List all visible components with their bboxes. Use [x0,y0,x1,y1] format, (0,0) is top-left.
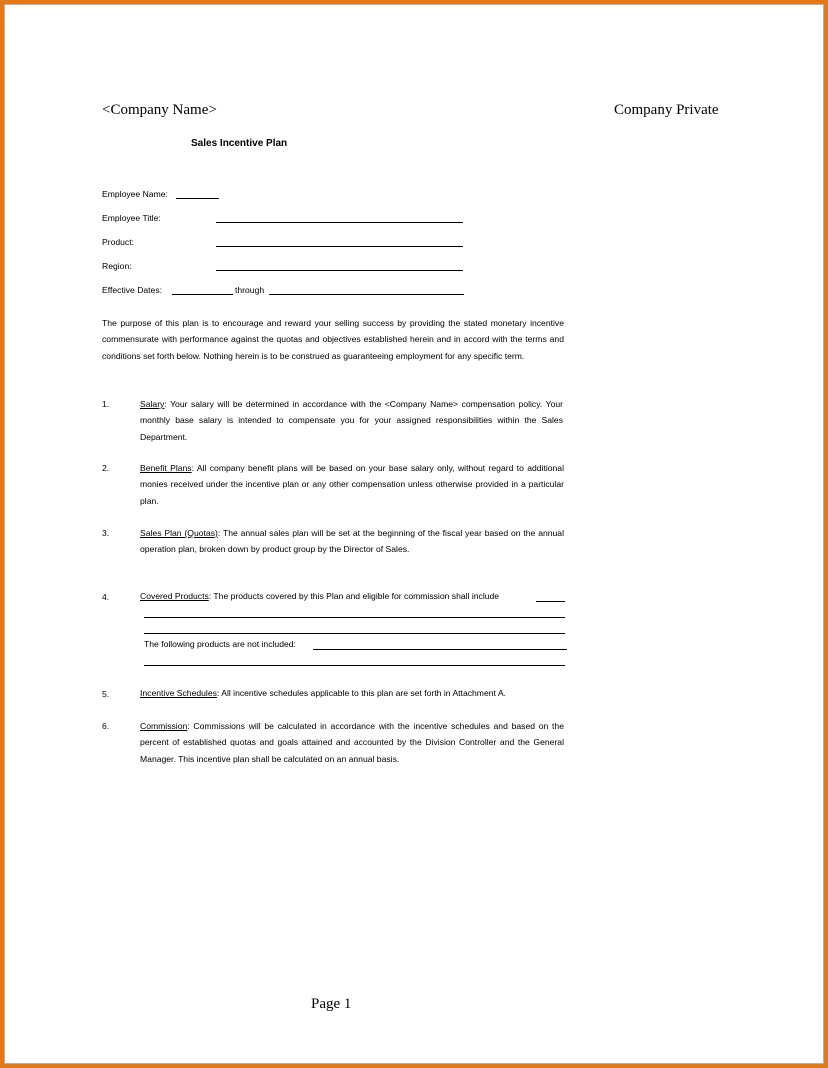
section-1-sep: : [164,399,167,409]
employee-title-line[interactable] [216,222,463,223]
section-2-benefit-plans [140,460,564,509]
section-6-commission [140,718,564,767]
section-2-sep: : [191,463,194,473]
employee-name-line[interactable] [176,198,219,199]
document-title: Sales Incentive Plan [191,138,288,149]
employee-title-label: Employee Title: [102,213,161,223]
section-1-number: 1. [102,399,110,409]
section-5-number: 5. [102,689,110,699]
product-label: Product: [102,237,135,247]
section-2-number: 2. [102,463,110,473]
intro-paragraph: The purpose of this plan is to encourage and reward your selling success by providing the stated monetary incentive commensurate with performance against the quotas and objectives established herein and in accord with the terms and conditions set forth below. Nothing herein is to be construed as guaranteeing employment for any specific term. [102,318,564,361]
covered-products-line-3[interactable] [144,633,565,634]
section-5-text: All incentive schedules applicable to this plan are set forth in Attachment A. [219,688,506,698]
page-number: Page 1 [311,996,352,1012]
covered-products-line-1[interactable] [536,601,565,602]
section-3-number: 3. [102,528,110,538]
section-1-text: Your salary will be determined in accordance with the <Company Name> compensation policy. Your monthly base salary is intended to compensate you for your assigned responsibilities within the Sales Department. [140,399,563,442]
section-5-incentive-schedules [140,688,506,699]
effective-date-start-line[interactable] [172,294,233,295]
section-3-sales-plan [140,525,564,558]
section-1-salary [140,396,563,445]
section-3-heading: Sales Plan (Quotas) [140,528,218,538]
section-2-heading: Benefit Plans [140,463,192,473]
section-5-heading: Incentive Schedules [140,688,217,698]
effective-dates-label: Effective Dates: [102,285,163,295]
section-4-number: 4. [102,592,110,602]
section-4-heading: Covered Products [140,591,209,601]
not-included-line-1[interactable] [313,649,567,650]
section-3-sep: : [217,528,221,538]
section-1-heading: Salary [140,399,165,409]
employee-name-label: Employee Name: [102,189,168,199]
through-label: through [235,285,265,295]
product-line[interactable] [216,246,463,247]
section-4-sep: : [208,591,212,601]
section-6-sep: : [187,721,190,731]
section-6-heading: Commission [140,721,188,731]
section-6-text: Commissions will be calculated in accordance with the incentive schedules and based on the percent of established quotas and goals attained and accounted by the Division Controller and the General Manager. This incentive plan shall be calculated on an annual basis. [140,721,564,764]
section-4-text: The products covered by this Plan and eligible for commission shall include [211,591,500,601]
header-company-name: <Company Name> [102,102,217,118]
section-5-sep: : [216,688,220,698]
section-3-text: The annual sales plan will be set at the beginning of the fiscal year based on the annual operation plan, broken down by product group by the Director of Sales. [140,528,564,555]
section-2-text: All company benefit plans will be based on your base salary only, without regard to additional monies received under the incentive plan or any other compensation unless otherwise provided in a particular plan. [140,463,565,506]
not-included-line-2[interactable] [144,665,565,666]
region-line[interactable] [216,270,463,271]
not-included-label: The following products are not included: [144,639,296,649]
covered-products-line-2[interactable] [144,617,565,618]
effective-date-end-line[interactable] [269,294,464,295]
section-4-covered-products [140,591,499,602]
header-company-private: Company Private [614,102,719,118]
region-label: Region: [102,261,132,271]
section-6-number: 6. [102,721,110,731]
